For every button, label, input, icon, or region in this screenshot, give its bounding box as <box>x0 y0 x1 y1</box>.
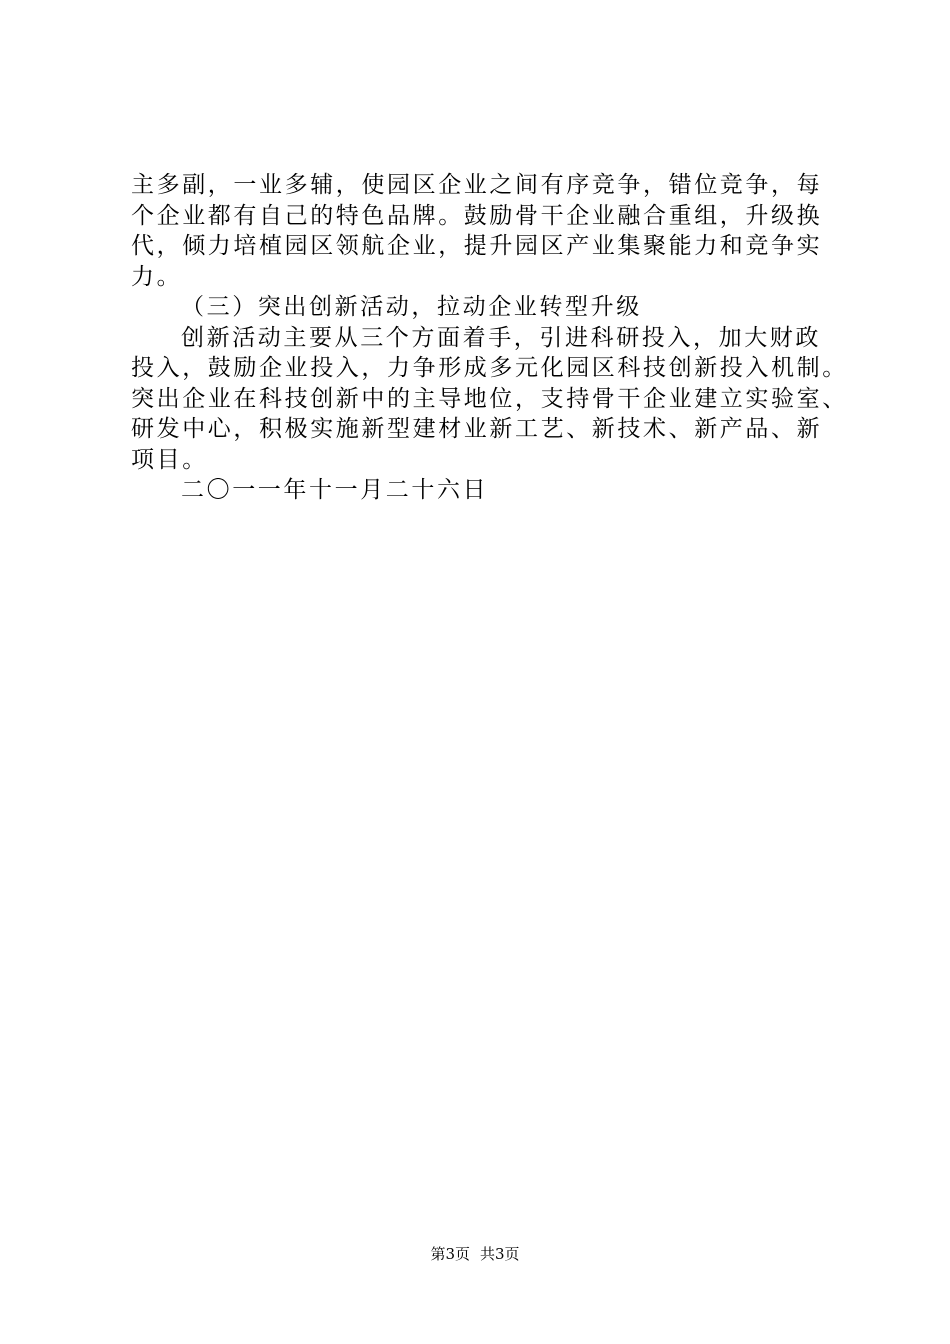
body-text-line: 力。 <box>131 263 183 290</box>
body-text-line: 个企业都有自己的特色品牌。鼓励骨干企业融合重组，升级换 <box>131 202 823 229</box>
page-number: 第3页 <box>430 1245 470 1263</box>
body-text-line: 代，倾力培植园区领航企业，提升园区产业集聚能力和竞争实 <box>131 233 823 259</box>
document-date: 二〇一一年十一月二十六日 <box>181 477 489 503</box>
body-text-line: 投入，鼓励企业投入，力争形成多元化园区科技创新投入机制。 <box>131 355 848 381</box>
document-body <box>131 170 848 506</box>
body-text-line: 研发中心，积极实施新型建材业新工艺、新技术、新产品、新 <box>131 416 823 442</box>
page-total: 共3页 <box>480 1245 520 1263</box>
page-footer <box>0 1244 950 1264</box>
body-text-line: 创新活动主要从三个方面着手，引进科研投入，加大财政 <box>181 324 821 351</box>
body-text-line: 项目。 <box>131 446 208 473</box>
section-heading: （三）突出创新活动，拉动企业转型升级 <box>181 294 642 320</box>
body-text-line: 突出企业在科技创新中的主导地位，支持骨干企业建立实验室、 <box>131 385 848 412</box>
body-text-line: 主多副，一业多辅，使园区企业之间有序竞争，错位竞争，每 <box>131 172 823 198</box>
